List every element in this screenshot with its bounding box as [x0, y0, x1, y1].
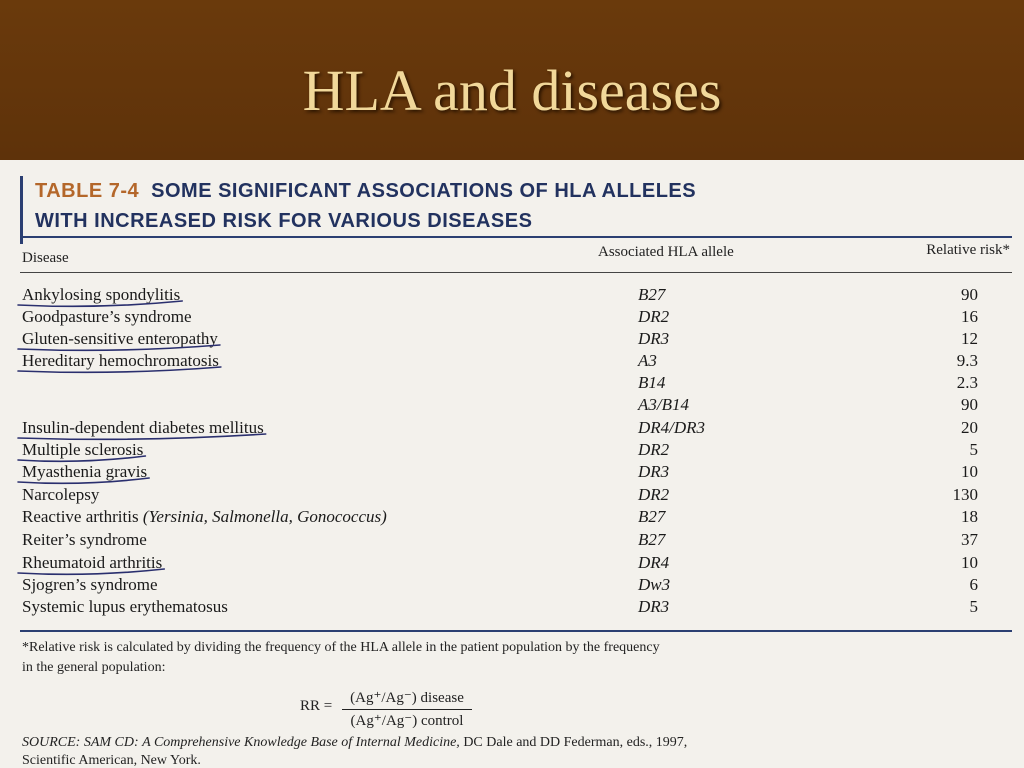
- formula-fraction: [342, 688, 472, 730]
- source-line-1: [22, 734, 687, 752]
- allele-cell: A3: [638, 351, 657, 370]
- formula-numerator: (Ag⁺/Ag⁻) disease: [342, 688, 472, 710]
- disease-cell: [22, 507, 387, 527]
- column-header-risk: Relative risk*: [926, 242, 1010, 258]
- table-bottom-rule: [20, 630, 1012, 632]
- table-number: TABLE 7-4: [35, 180, 140, 202]
- textbook-page: [0, 160, 1024, 768]
- allele-cell: DR4: [638, 553, 670, 572]
- allele-cell: DR2: [638, 440, 670, 459]
- column-header-allele: Associated HLA allele: [598, 244, 734, 260]
- table-row: [0, 351, 1024, 373]
- caption-line-1: [35, 176, 696, 206]
- allele-cell: DR2: [638, 485, 670, 504]
- caption-text-1: SOME SIGNIFICANT ASSOCIATIONS OF HLA ALLELES: [151, 180, 697, 202]
- allele-cell: B14: [638, 373, 666, 392]
- table-row: [0, 329, 1024, 351]
- slide-title: HLA and diseases: [302, 58, 722, 123]
- relative-risk-cell: 16: [961, 307, 978, 326]
- disease-note: (Yersinia, Salmonella, Gonococcus): [142, 507, 387, 526]
- relative-risk-cell: 90: [961, 285, 978, 304]
- source-work: A Comprehensive Knowledge Base of Internal Medicine,: [142, 735, 460, 750]
- disease-cell: [22, 351, 219, 371]
- source-rest: DC Dale and DD Federman, eds., 1997,: [459, 735, 688, 750]
- table-row: [0, 373, 1024, 395]
- disease-name: Rheumatoid arthritis: [22, 553, 163, 572]
- relative-risk-cell: 5: [969, 440, 978, 459]
- relative-risk-cell: 5: [969, 597, 978, 616]
- disease-name: Sjogren’s syndrome: [22, 575, 158, 594]
- footnote-line-2: in the general population:: [22, 660, 166, 675]
- disease-cell: [22, 597, 228, 617]
- table-row: [0, 285, 1024, 307]
- relative-risk-cell: 12: [961, 329, 978, 348]
- relative-risk-cell: 6: [969, 575, 978, 594]
- caption-line-2: WITH INCREASED RISK FOR VARIOUS DISEASES: [35, 210, 533, 232]
- disease-name: Multiple sclerosis: [22, 440, 144, 459]
- disease-cell: [22, 440, 143, 460]
- column-header-disease: Disease: [22, 250, 69, 266]
- allele-cell: DR4/DR3: [638, 418, 706, 437]
- disease-name: Insulin-dependent diabetes mellitus: [22, 418, 264, 437]
- allele-cell: B27: [638, 530, 666, 549]
- relative-risk-cell: 10: [961, 553, 978, 572]
- allele-cell: B27: [638, 285, 666, 304]
- disease-name: Goodpasture’s syndrome: [22, 307, 192, 326]
- relative-risk-cell: 90: [961, 395, 978, 414]
- table-row: [0, 462, 1024, 484]
- allele-cell: A3/B14: [638, 395, 689, 414]
- disease-name: Narcolepsy: [22, 485, 100, 504]
- allele-cell: DR3: [638, 329, 670, 348]
- disease-name: Reiter’s syndrome: [22, 530, 147, 549]
- disease-cell: [22, 418, 264, 438]
- relative-risk-cell: 10: [961, 462, 978, 481]
- disease-cell: [22, 485, 99, 505]
- relative-risk-cell: 130: [952, 485, 978, 504]
- disease-cell: [22, 307, 192, 327]
- disease-cell: [22, 285, 180, 305]
- disease-cell: [22, 553, 162, 573]
- disease-name: Reactive arthritis: [22, 507, 139, 526]
- disease-cell: [22, 575, 158, 595]
- relative-risk-cell: 18: [961, 507, 978, 526]
- header-rule: [20, 272, 1012, 273]
- allele-cell: DR3: [638, 597, 670, 616]
- table-row: [0, 418, 1024, 440]
- table-row: [0, 395, 1024, 417]
- table-row: [0, 530, 1024, 552]
- table-row: [0, 507, 1024, 529]
- relative-risk-cell: 37: [961, 530, 978, 549]
- disease-name: Systemic lupus erythematosus: [22, 597, 228, 616]
- source-label: SOURCE: SAM CD:: [22, 735, 139, 750]
- disease-cell: [22, 530, 147, 550]
- allele-cell: DR2: [638, 307, 670, 326]
- table-row: [0, 553, 1024, 575]
- allele-cell: B27: [638, 507, 666, 526]
- allele-cell: DR3: [638, 462, 670, 481]
- table-caption: [20, 176, 696, 244]
- disease-name: Ankylosing spondylitis: [22, 285, 181, 304]
- table-top-rule: [20, 236, 1012, 238]
- source-citation: [22, 734, 687, 768]
- relative-risk-cell: 2.3: [956, 373, 978, 392]
- source-line-2: Scientific American, New York.: [22, 753, 201, 768]
- table-row: [0, 575, 1024, 597]
- table-row: [0, 485, 1024, 507]
- footnote-line-1: *Relative risk is calculated by dividing the frequency of the HLA allele in the patient population by the frequency: [22, 640, 660, 655]
- slide-header: [0, 0, 1024, 160]
- table-row: [0, 307, 1024, 329]
- table-row: [0, 440, 1024, 462]
- disease-cell: [22, 329, 218, 349]
- disease-name: Gluten-sensitive enteropathy: [22, 329, 218, 348]
- disease-name: Hereditary hemochromatosis: [22, 351, 219, 370]
- disease-cell: [22, 462, 147, 482]
- formula-denominator: (Ag⁺/Ag⁻) control: [350, 713, 464, 729]
- relative-risk-cell: 9.3: [956, 351, 978, 370]
- table-row: [0, 597, 1024, 619]
- formula-lhs: RR =: [300, 698, 333, 714]
- allele-cell: Dw3: [638, 575, 671, 594]
- relative-risk-cell: 20: [961, 418, 978, 437]
- disease-name: Myasthenia gravis: [22, 462, 148, 481]
